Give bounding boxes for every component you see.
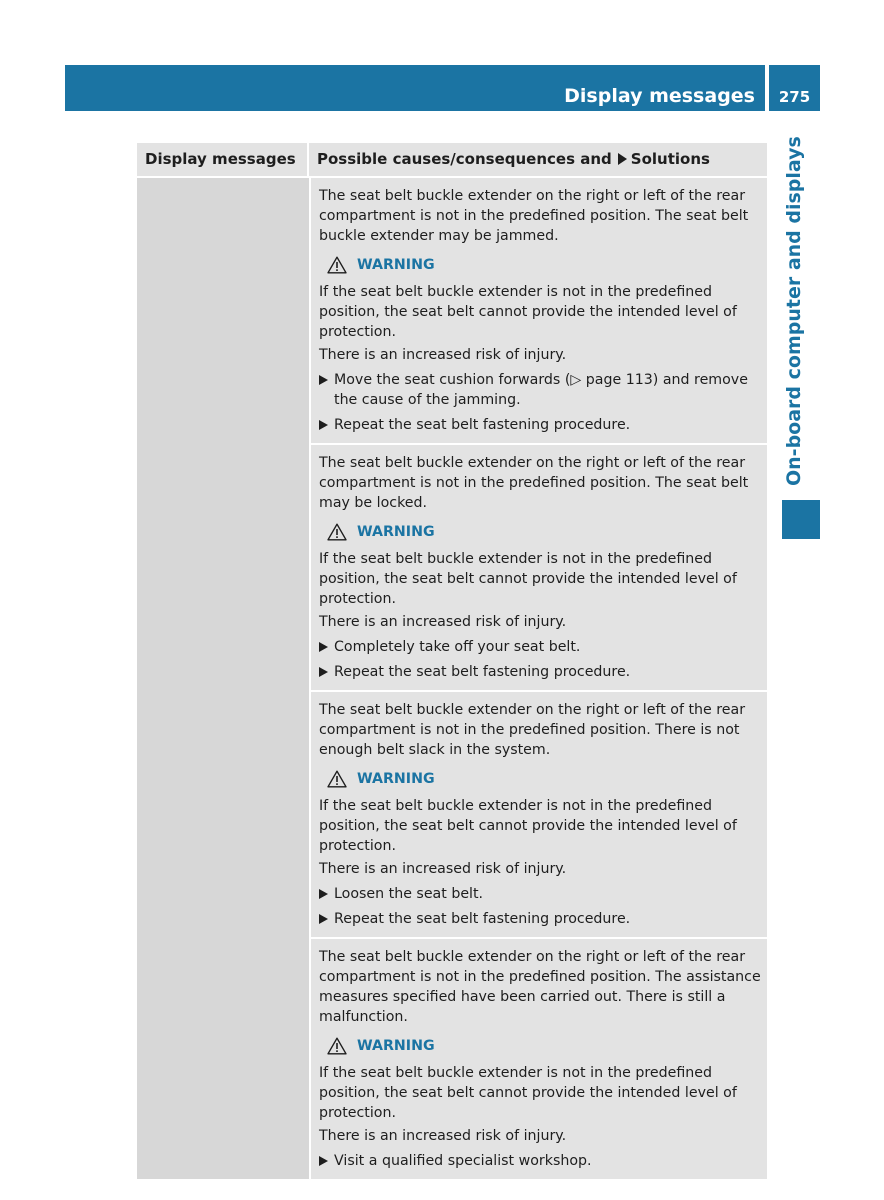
display-message-cell bbox=[137, 178, 311, 1179]
warning-heading bbox=[327, 255, 761, 275]
warning-text: If the seat belt buckle extender is not in the predefined position, the seat belt cannot provide the intended level of protection. bbox=[319, 284, 737, 340]
warning-triangle-icon bbox=[327, 770, 347, 788]
triangle-bullet-icon bbox=[319, 1156, 328, 1166]
warning-label: WARNING bbox=[357, 1038, 435, 1054]
solution-step-text: Repeat the seat belt fastening procedure. bbox=[334, 911, 631, 927]
causes-column bbox=[311, 178, 767, 1179]
warning-label: WARNING bbox=[357, 771, 435, 787]
warning-triangle-icon bbox=[327, 1037, 347, 1055]
triangle-bullet-icon bbox=[618, 153, 627, 165]
solution-step-text: Move the seat cushion forwards (▷ page 113) and remove the cause of the jamming. bbox=[334, 372, 748, 408]
table-row bbox=[311, 178, 767, 445]
triangle-bullet-icon bbox=[319, 642, 328, 652]
solution-step bbox=[319, 662, 761, 682]
solution-step bbox=[319, 637, 761, 657]
warning-heading bbox=[327, 522, 761, 542]
section-tab-marker bbox=[782, 500, 820, 539]
warning-text: If the seat belt buckle extender is not in the predefined position, the seat belt cannot provide the intended level of protection. bbox=[319, 798, 737, 854]
solution-step bbox=[319, 1151, 761, 1171]
page-number-box bbox=[769, 65, 820, 111]
cause-text: The seat belt buckle extender on the right or left of the rear compartment is not in the predefined position. The seat belt buckle extender may be jammed. bbox=[319, 188, 749, 244]
column-header-causes-text: Possible causes/consequences and bbox=[317, 150, 612, 168]
triangle-bullet-icon bbox=[319, 914, 328, 924]
warning-label: WARNING bbox=[357, 524, 435, 540]
solution-step bbox=[319, 370, 761, 410]
triangle-bullet-icon bbox=[319, 889, 328, 899]
solution-step-text: Loosen the seat belt. bbox=[334, 886, 484, 902]
column-header-solutions-text: Solutions bbox=[630, 150, 710, 168]
cause-text: The seat belt buckle extender on the right or left of the rear compartment is not in the predefined position. The assistance measures specified have been carried out. There is still a malfunction. bbox=[319, 949, 761, 1025]
header-bar bbox=[65, 65, 765, 111]
column-header-causes bbox=[309, 143, 767, 176]
warning-triangle-icon bbox=[327, 256, 347, 274]
table-header-row bbox=[137, 143, 767, 176]
solution-step bbox=[319, 884, 761, 904]
warning-label: WARNING bbox=[357, 257, 435, 273]
display-messages-table bbox=[137, 143, 767, 1179]
cause-text: The seat belt buckle extender on the right or left of the rear compartment is not in the predefined position. There is not enough belt slack in the system. bbox=[319, 702, 746, 758]
cause-text: The seat belt buckle extender on the right or left of the rear compartment is not in the predefined position. The seat belt may be locked. bbox=[319, 455, 749, 511]
triangle-bullet-icon bbox=[319, 420, 328, 430]
table-row bbox=[311, 692, 767, 939]
warning-text: If the seat belt buckle extender is not in the predefined position, the seat belt cannot provide the intended level of protection. bbox=[319, 551, 737, 607]
solution-step-text: Repeat the seat belt fastening procedure. bbox=[334, 664, 631, 680]
risk-text: There is an increased risk of injury. bbox=[319, 1128, 567, 1144]
warning-text: If the seat belt buckle extender is not in the predefined position, the seat belt cannot provide the intended level of protection. bbox=[319, 1065, 737, 1121]
column-header-display-messages: Display messages bbox=[137, 143, 309, 176]
warning-heading bbox=[327, 769, 761, 789]
risk-text: There is an increased risk of injury. bbox=[319, 614, 567, 630]
solution-step-text: Repeat the seat belt fastening procedure. bbox=[334, 417, 631, 433]
solution-step bbox=[319, 415, 761, 435]
table-body bbox=[137, 178, 767, 1179]
solution-step-text: Visit a qualified specialist workshop. bbox=[334, 1153, 592, 1169]
triangle-bullet-icon bbox=[319, 375, 328, 385]
risk-text: There is an increased risk of injury. bbox=[319, 861, 567, 877]
solution-step bbox=[319, 909, 761, 929]
page-number: 275 bbox=[778, 88, 811, 106]
solution-step-text: Completely take off your seat belt. bbox=[334, 639, 581, 655]
warning-heading bbox=[327, 1036, 761, 1056]
table-row bbox=[311, 939, 767, 1179]
section-side-title: On-board computer and displays bbox=[783, 136, 805, 486]
triangle-bullet-icon bbox=[319, 667, 328, 677]
warning-triangle-icon bbox=[327, 523, 347, 541]
risk-text: There is an increased risk of injury. bbox=[319, 347, 567, 363]
table-row bbox=[311, 445, 767, 692]
page-header-title: Display messages bbox=[564, 85, 755, 107]
